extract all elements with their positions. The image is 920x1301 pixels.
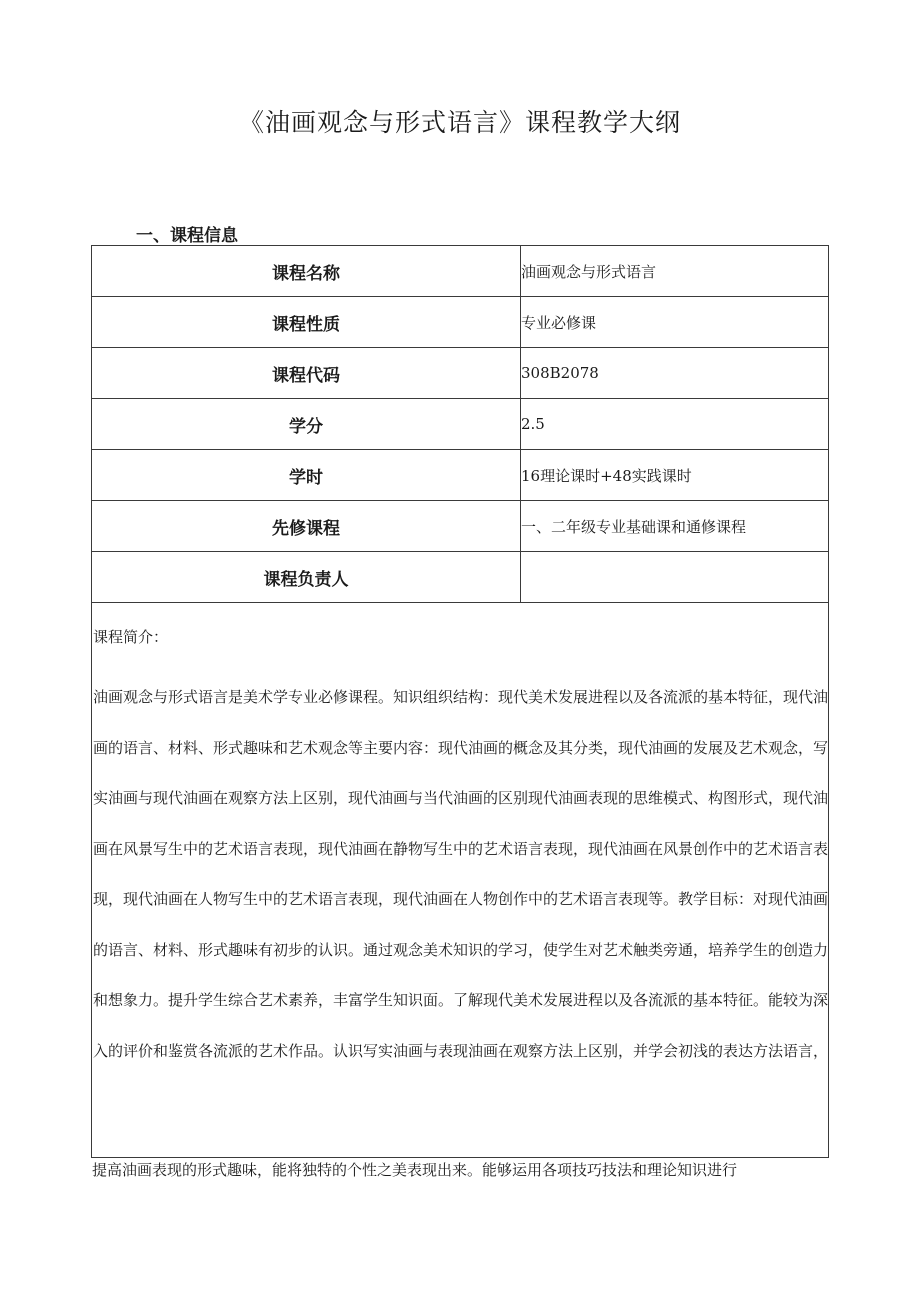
row-label-hours: 学时 — [92, 450, 521, 501]
table-row — [92, 348, 829, 399]
row-label-credits: 学分 — [92, 399, 521, 450]
row-value-credits: 2.5 — [521, 399, 829, 450]
course-intro-continuation: 提高油画表现的形式趣味，能将独特的个性之美表现出来。能够运用各项技巧技法和理论知识进行 — [92, 1161, 738, 1179]
document-title: 《油画观念与形式语言》课程教学大纲 — [238, 108, 681, 137]
course-intro-label: 课程简介： — [93, 628, 169, 646]
course-intro-box — [91, 602, 829, 1158]
row-value-course-nature: 专业必修课 — [521, 297, 829, 348]
row-value-course-name: 油画观念与形式语言 — [521, 246, 829, 297]
table-row — [92, 552, 829, 603]
row-label-prerequisites: 先修课程 — [92, 501, 521, 552]
table-row — [92, 501, 829, 552]
row-label-course-name: 课程名称 — [92, 246, 521, 297]
row-value-course-code: 308B2078 — [521, 348, 829, 399]
section-heading-course-info: 一、课程信息 — [136, 226, 238, 246]
row-label-course-nature: 课程性质 — [92, 297, 521, 348]
table-row — [92, 399, 829, 450]
row-value-course-lead — [521, 552, 829, 603]
course-intro-body: 油画观念与形式语言是美术学专业必修课程。知识组织结构：现代美术发展进程以及各流派的基本特征，现代油画的语言、材料、形式趣味和艺术观念等主要内容：现代油画的概念及其分类，现代油画的发展及艺术观念，写实油画与现代油画在观察方法上区别，现代油画与当代油画的区别现代油画表现的思维模式、构图形式，现代油画在风景写生中的艺术语言表现，现代油画在静物写生中的艺术语言表现，现代油画在风景创作中的艺术语言表现，现代油画在人物写生中的艺术语言表现，现代油画在人物创作中的艺术语言表现等。教学目标：对现代油画的语言、材料、形式趣味有初步的认识。通过观念美术知识的学习，使学生对艺术触类旁通，培养学生的创造力和想象力。提升学生综合艺术素养，丰富学生知识面。了解现代美术发展进程以及各流派的基本特征。能较为深入的评价和鉴赏各流派的艺术作品。认识写实油画与表现油画在观察方法上区别，并学会初浅的表达方法语言， — [93, 688, 829, 1060]
row-label-course-lead: 课程负责人 — [92, 552, 521, 603]
table-row — [92, 297, 829, 348]
row-label-course-code: 课程代码 — [92, 348, 521, 399]
table-row — [92, 450, 829, 501]
course-info-table — [91, 245, 829, 603]
row-value-prerequisites: 一、二年级专业基础课和通修课程 — [521, 501, 829, 552]
row-value-hours: 16理论课时+48实践课时 — [521, 450, 829, 501]
table-row — [92, 246, 829, 297]
